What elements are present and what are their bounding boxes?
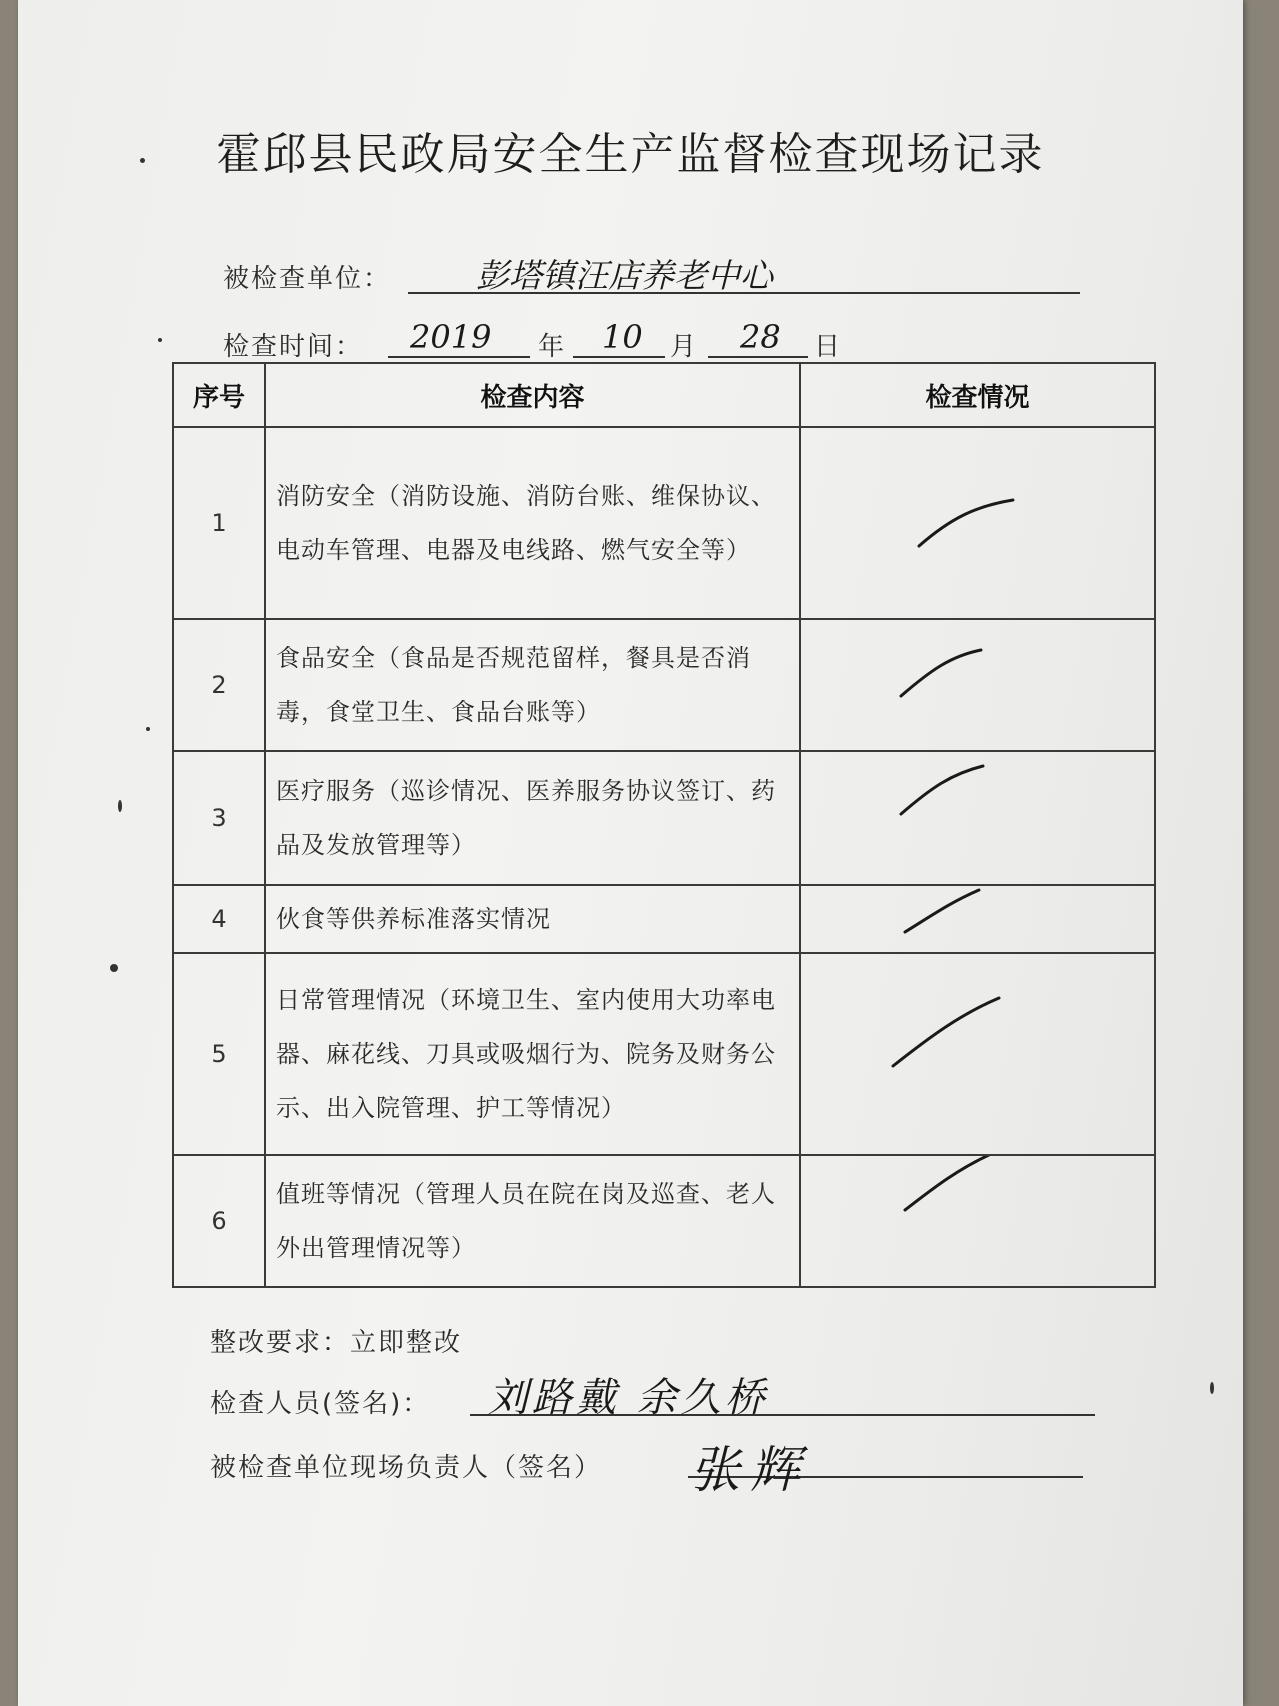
paper-speck bbox=[140, 158, 145, 163]
row-number: 2 bbox=[173, 619, 265, 751]
table-row bbox=[173, 885, 1155, 953]
responsible-label: 被检查单位现场负责人（签名） bbox=[210, 1453, 603, 1483]
document-title: 霍邱县民政局安全生产监督检查现场记录 bbox=[216, 129, 1045, 180]
row-status-cell bbox=[800, 953, 1155, 1155]
header-content: 检查内容 bbox=[265, 363, 800, 427]
check-mark-icon bbox=[801, 954, 1152, 1154]
responsible-signature: 张辉 bbox=[690, 1441, 810, 1499]
row-content: 消防安全（消防设施、消防台账、维保协议、电动车管理、电器及电线路、燃气安全等） bbox=[265, 427, 800, 619]
month-underline bbox=[573, 356, 665, 358]
row-number: 3 bbox=[173, 751, 265, 885]
row-number: 6 bbox=[173, 1155, 265, 1287]
day-underline bbox=[708, 356, 808, 358]
unit-handwritten-value: 彭塔镇汪店养老中心 bbox=[476, 256, 773, 295]
row-status-cell bbox=[800, 885, 1155, 953]
month-unit: 月 bbox=[670, 332, 699, 362]
check-mark-icon bbox=[801, 620, 1152, 750]
row-number: 1 bbox=[173, 427, 265, 619]
table-row bbox=[173, 953, 1155, 1155]
check-mark-icon bbox=[801, 886, 1152, 952]
day-handwritten: 28 bbox=[740, 318, 781, 356]
row-content: 食品安全（食品是否规范留样，餐具是否消毒，食堂卫生、食品台账等） bbox=[265, 619, 800, 751]
year-handwritten: 2019 bbox=[410, 318, 492, 356]
table-row bbox=[173, 1155, 1155, 1287]
day-unit: 日 bbox=[814, 332, 843, 362]
paper-speck bbox=[158, 338, 162, 342]
row-status-cell bbox=[800, 751, 1155, 885]
paper-speck bbox=[1210, 1382, 1214, 1394]
inspector-signatures: 刘路戴 余久桥 bbox=[488, 1375, 769, 1421]
inspection-record-sheet bbox=[18, 0, 1243, 1706]
row-status-cell bbox=[800, 427, 1155, 619]
check-mark-icon bbox=[801, 1156, 1152, 1286]
check-mark-icon bbox=[801, 752, 1152, 884]
time-label: 检查时间： bbox=[223, 332, 364, 362]
inspector-label: 检查人员(签名)： bbox=[210, 1389, 431, 1419]
header-serial: 序号 bbox=[173, 363, 265, 427]
table-header-row bbox=[173, 363, 1155, 427]
rectify-requirement bbox=[210, 1322, 462, 1359]
row-status-cell bbox=[800, 1155, 1155, 1287]
paper-speck bbox=[146, 727, 150, 731]
year-underline bbox=[388, 356, 530, 358]
inspection-table bbox=[172, 362, 1156, 1288]
row-content: 伙食等供养标准落实情况 bbox=[265, 885, 800, 953]
month-handwritten: 10 bbox=[602, 318, 643, 356]
table-row bbox=[173, 619, 1155, 751]
paper-speck bbox=[118, 800, 122, 812]
rectify-label: 整改要求： bbox=[210, 1328, 351, 1358]
row-number: 4 bbox=[173, 885, 265, 953]
paper-speck bbox=[110, 964, 118, 972]
row-content: 日常管理情况（环境卫生、室内使用大功率电器、麻花线、刀具或吸烟行为、院务及财务公示、出入院管理、护工等情况） bbox=[265, 953, 800, 1155]
unit-label: 被检查单位： bbox=[223, 264, 392, 294]
header-status: 检查情况 bbox=[800, 363, 1155, 427]
row-status-cell bbox=[800, 619, 1155, 751]
rectify-value: 立即整改 bbox=[350, 1328, 463, 1358]
row-content: 值班等情况（管理人员在院在岗及巡查、老人外出管理情况等） bbox=[265, 1155, 800, 1287]
row-number: 5 bbox=[173, 953, 265, 1155]
table-row bbox=[173, 751, 1155, 885]
row-content: 医疗服务（巡诊情况、医养服务协议签订、药品及发放管理等） bbox=[265, 751, 800, 885]
table-row bbox=[173, 427, 1155, 619]
year-unit: 年 bbox=[538, 332, 567, 362]
check-mark-icon bbox=[801, 428, 1152, 618]
